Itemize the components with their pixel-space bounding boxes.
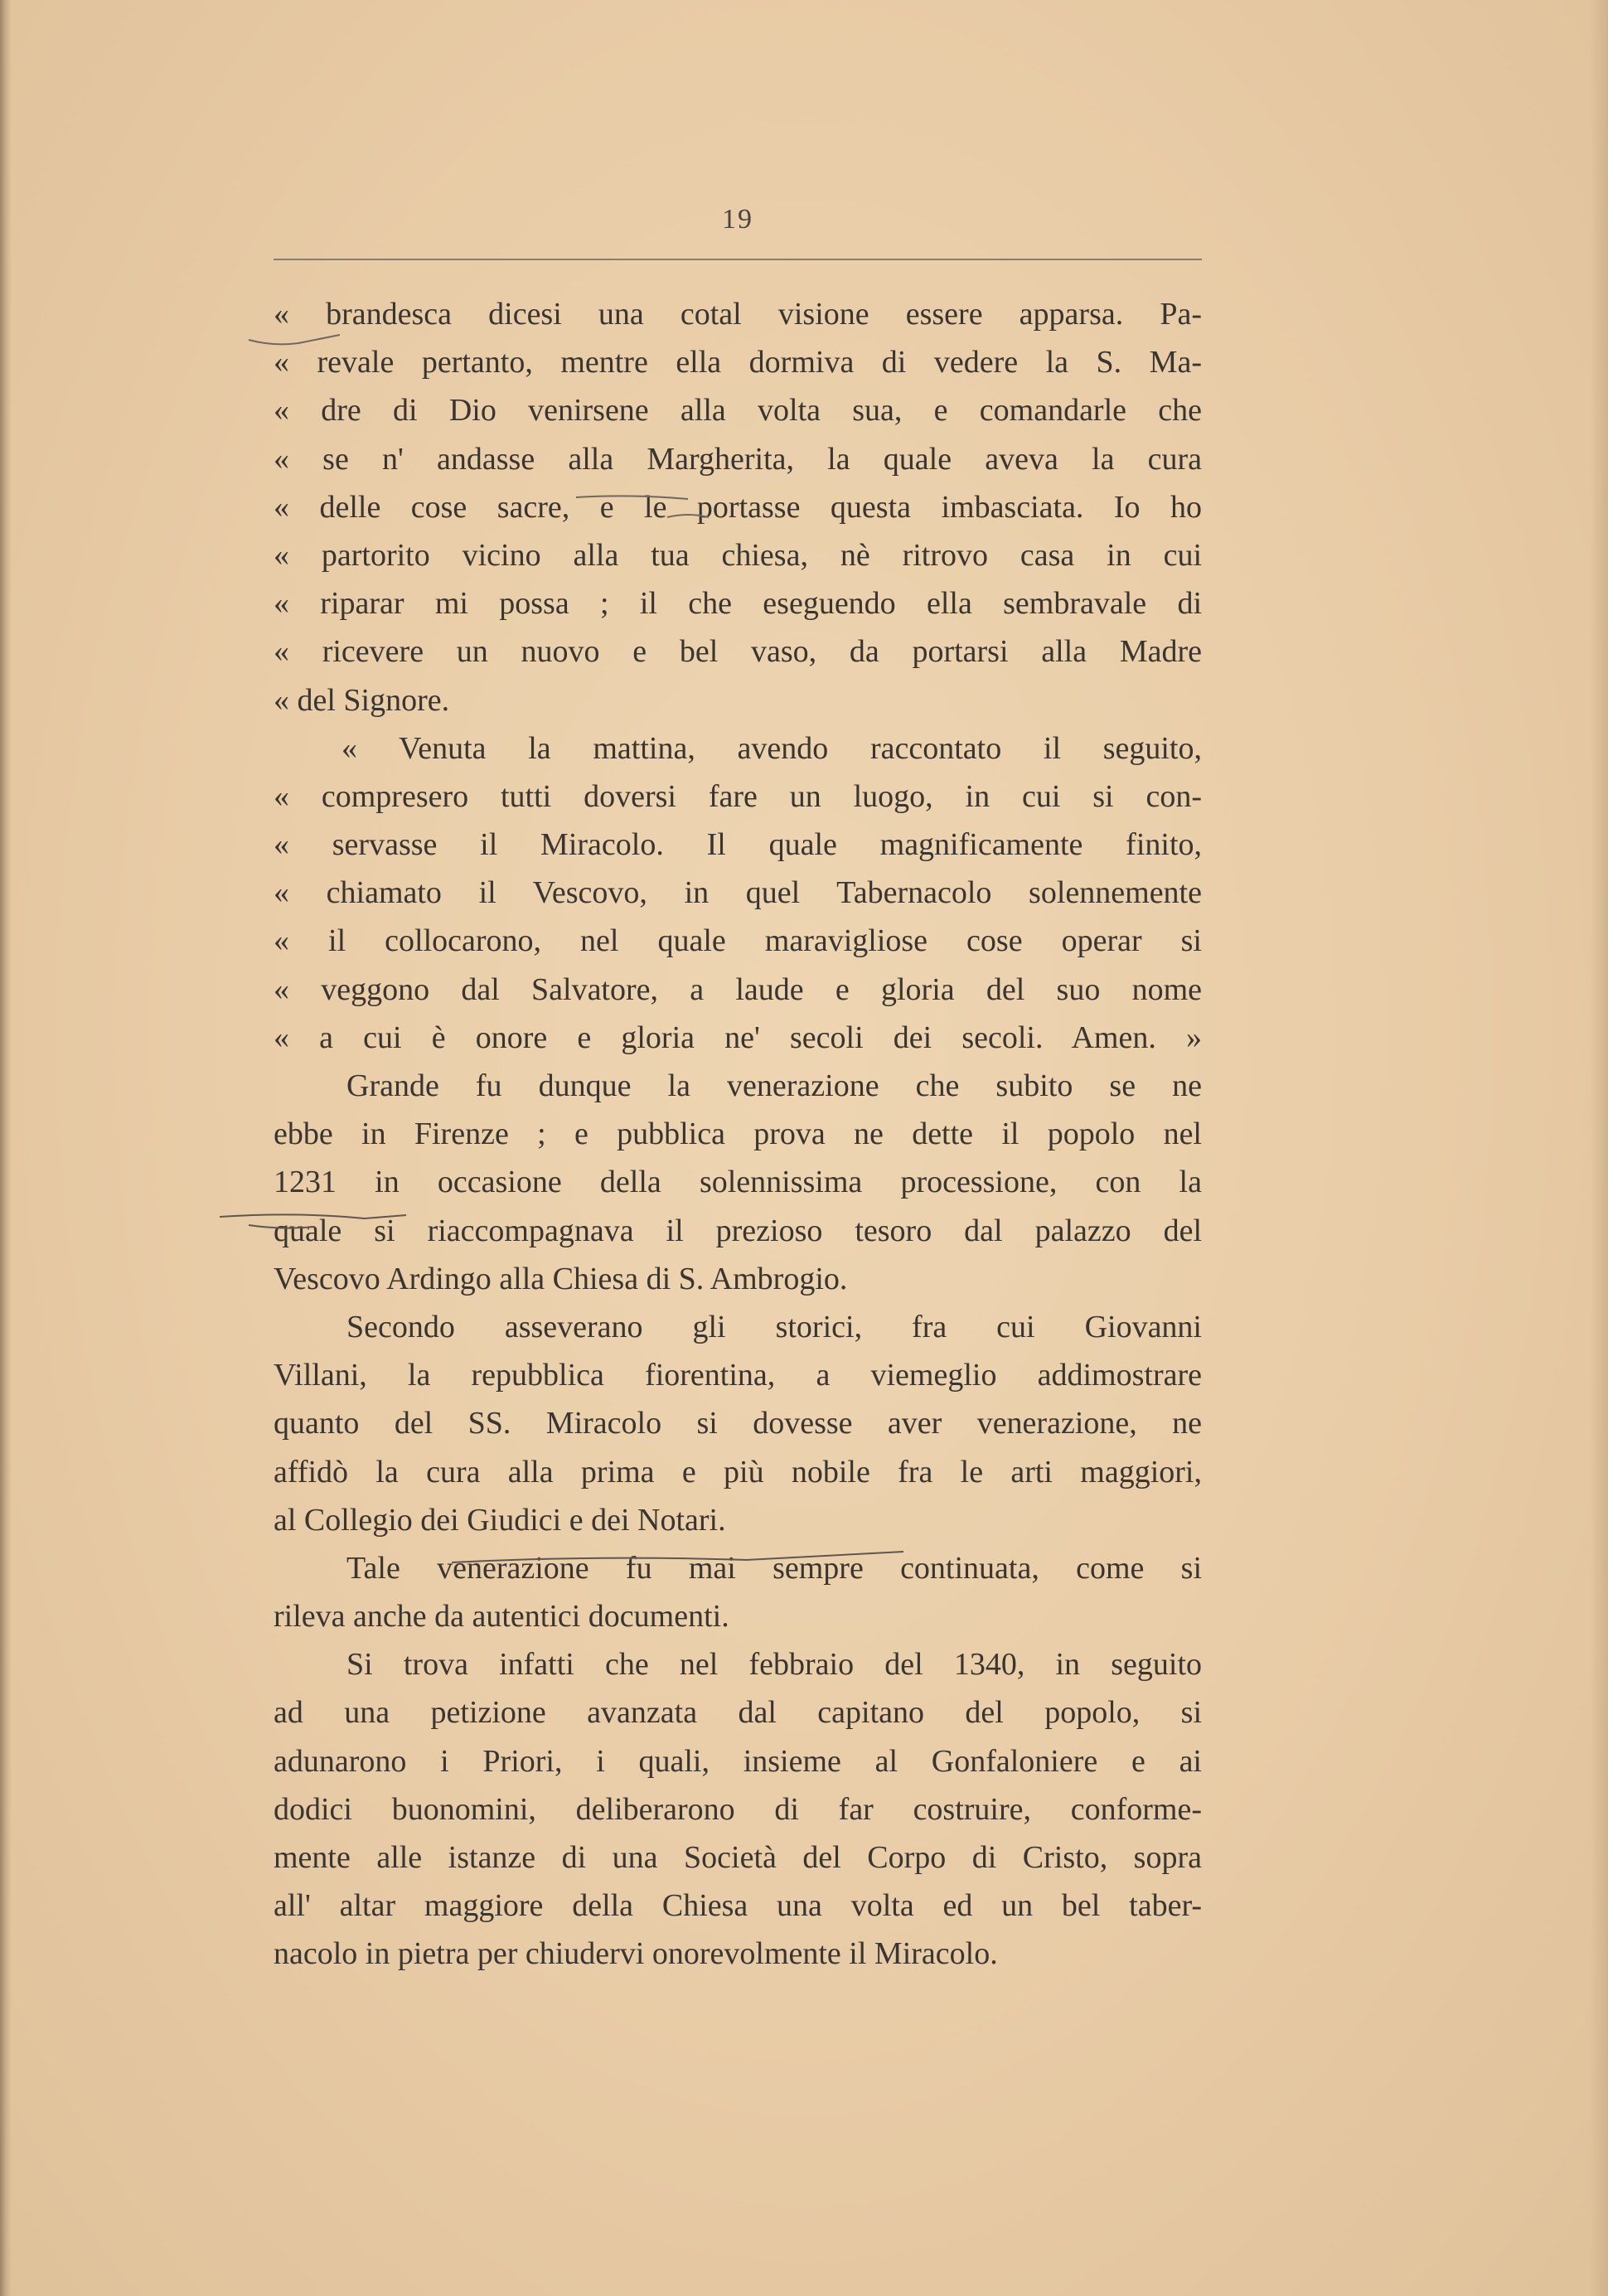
text-line: Si trova infatti che nel febbraio del 1340, in seguito: [346, 1647, 1202, 1683]
text-line: « dre di Dio venirsene alla volta sua, e comandarle che: [274, 393, 1202, 429]
header-rule: [274, 259, 1202, 260]
text-line: 1231 in occasione della solennissima processione, con la: [274, 1165, 1202, 1200]
text-line: Villani, la repubblica fiorentina, a viemeglio addimostrare: [274, 1358, 1202, 1393]
text-line: « revale pertanto, mentre ella dormiva di vedere la S. Ma-: [274, 345, 1202, 380]
text-line: affidò la cura alla prima e più nobile fra le arti maggiori,: [274, 1454, 1202, 1489]
text-line: Grande fu dunque la venerazione che subito se ne: [346, 1068, 1202, 1103]
text-line: « veggono dal Salvatore, a laude e gloria del suo nome: [274, 971, 1202, 1007]
text-line: « chiamato il Vescovo, in quel Tabernacolo solennemente: [274, 875, 1202, 911]
text-line: « riparar mi possa ; il che eseguendo ella sembravale di: [274, 586, 1202, 622]
text-line: « compresero tutti doversi fare un luogo, in cui si con-: [274, 778, 1202, 814]
text-line: « il collocarono, nel quale maravigliose cose operar si: [274, 923, 1202, 959]
text-line: « delle cose sacre, e le portasse questa imbasciata. Io ho: [274, 489, 1202, 525]
text-line: « brandesca dicesi una cotal visione essere apparsa. Pa-: [274, 297, 1202, 332]
text-line: Vescovo Ardingo alla Chiesa di S. Ambrogio.: [274, 1261, 848, 1296]
text-line: mente alle istanze di una Società del Corpo di Cristo, sopra: [274, 1840, 1202, 1875]
text-line: ad una petizione avanzata dal capitano del popolo, si: [274, 1695, 1202, 1731]
text-line: adunarono i Priori, i quali, insieme al Gonfaloniere e ai: [274, 1743, 1202, 1779]
text-line: « a cui è onore e gloria ne' secoli dei secoli. Amen. »: [274, 1020, 1202, 1055]
text-line: quale si riaccompagnava il prezioso tesoro dal palazzo del: [274, 1213, 1202, 1248]
text-line: rileva anche da autentici documenti.: [274, 1599, 729, 1635]
page-right-edge: [1590, 0, 1608, 2296]
text-line: ebbe in Firenze ; e pubblica prova ne dette il popolo nel: [274, 1117, 1202, 1152]
text-line: « servasse il Miracolo. Il quale magnificamente finito,: [274, 827, 1202, 863]
text-line: « del Signore.: [274, 682, 450, 718]
text-line: « se n' andasse alla Margherita, la quale aveva la cura: [274, 441, 1202, 477]
text-line: all' altar maggiore della Chiesa una volta ed un bel taber-: [274, 1888, 1202, 1924]
text-line: dodici buonomini, deliberarono di far costruire, conforme-: [274, 1791, 1202, 1827]
text-line: Tale venerazione fu mai sempre continuata, come si: [346, 1550, 1202, 1586]
text-line: « Venuta la mattina, avendo raccontato il seguito,: [341, 730, 1202, 766]
text-line: « partorito vicino alla tua chiesa, nè ritrovo casa in cui: [274, 537, 1202, 573]
text-line: « ricevere un nuovo e bel vaso, da portarsi alla Madre: [274, 634, 1202, 670]
text-line: al Collegio dei Giudici e dei Notari.: [274, 1502, 726, 1538]
page-left-edge: [0, 0, 12, 2296]
page-number: 19: [722, 204, 753, 235]
body-text: [274, 290, 1202, 1979]
text-line: Secondo asseverano gli storici, fra cui Giovanni: [346, 1309, 1202, 1344]
text-line: nacolo in pietra per chiudervi onorevolmente il Miracolo.: [274, 1936, 998, 1972]
text-line: quanto del SS. Miracolo si dovesse aver venerazione, ne: [274, 1406, 1202, 1441]
